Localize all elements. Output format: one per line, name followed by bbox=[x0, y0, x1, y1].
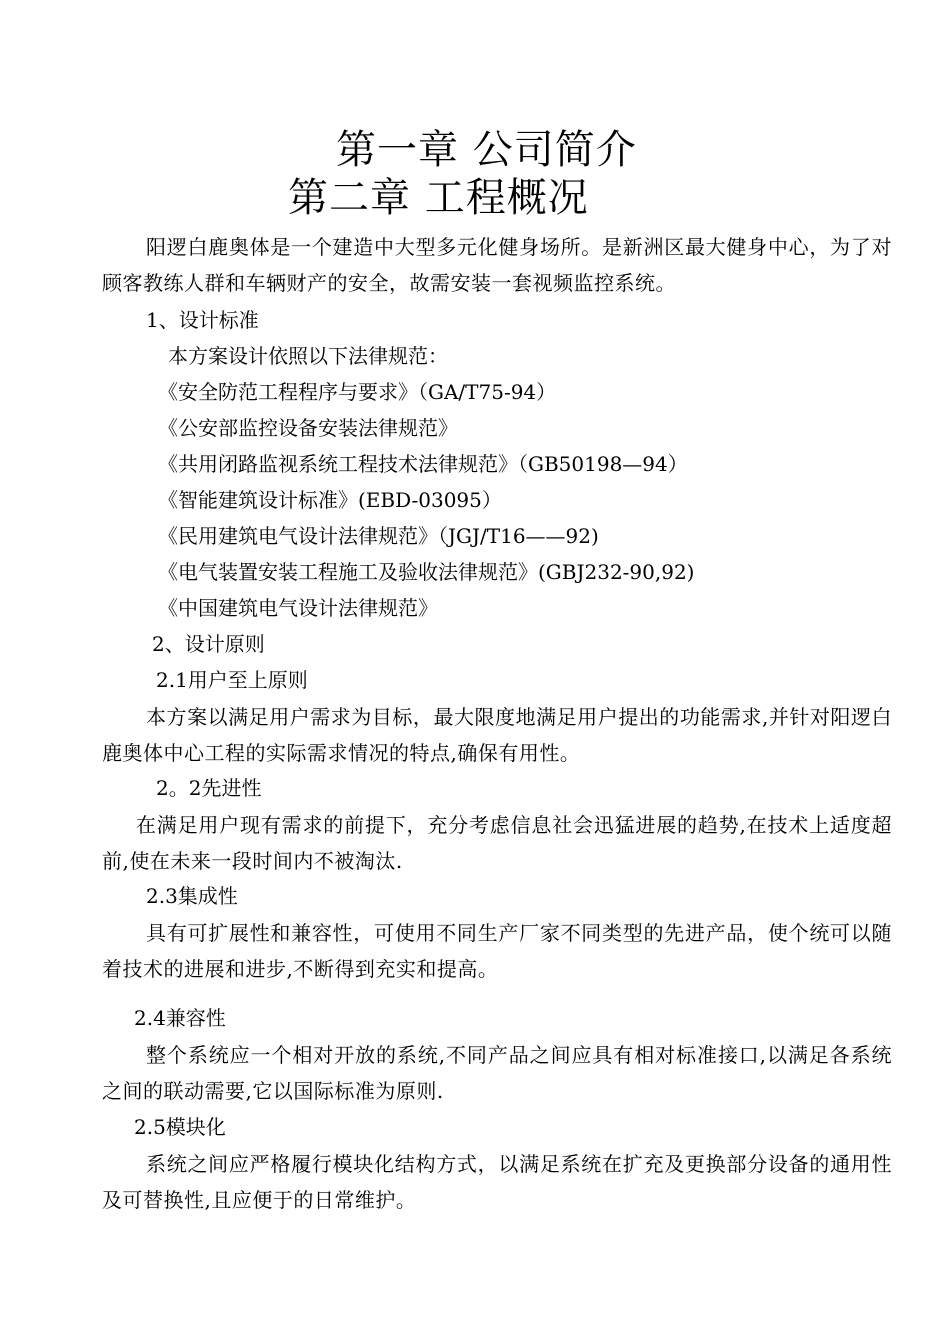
principle-body: 具有可扩展性和兼容性，可使用不同生产厂家不同类型的先进产品，使个统可以随着技术的进展和进步,不断得到充实和提高。 bbox=[102, 921, 892, 981]
standard-item: 《智能建筑设计标准》(EBD-03095） bbox=[158, 488, 502, 512]
principle-title: 2。2先进性 bbox=[156, 776, 262, 800]
standard-item: 《中国建筑电气设计法律规范》 bbox=[158, 596, 438, 620]
chapter-2-title: 第二章 工程概况 bbox=[288, 175, 589, 221]
standards-lead: 本方案设计依照以下法律规范： bbox=[168, 344, 448, 368]
standard-item: 《电气装置安装工程施工及验收法律规范》(GBJ232-90,92) bbox=[158, 560, 695, 584]
standard-item: 《安全防范工程程序与要求》（GA/T75-94） bbox=[158, 380, 557, 404]
principle-body: 系统之间应严格履行模块化结构方式，以满足系统在扩充及更换部分设备的通用性及可替换性,且应便于的日常维护。 bbox=[102, 1152, 892, 1212]
section-2-heading: 2、设计原则 bbox=[152, 632, 265, 656]
section-1-heading: 1、设计标准 bbox=[146, 308, 259, 332]
principle-title: 2.5模块化 bbox=[134, 1115, 226, 1139]
principle-title: 2.1用户至上原则 bbox=[156, 668, 308, 692]
standard-item: 《公安部监控设备安装法律规范》 bbox=[158, 416, 458, 440]
standard-item: 《共用闭路监视系统工程技术法律规范》（GB50198—94） bbox=[158, 452, 688, 476]
principle-body: 在满足用户现有需求的前提下，充分考虑信息社会迅猛进展的趋势,在技术上适度超前,使在未来一段时间内不被淘汰. bbox=[102, 813, 892, 873]
standard-item: 《民用建筑电气设计法律规范》（JGJ/T16——92) bbox=[158, 524, 599, 548]
principle-title: 2.3集成性 bbox=[146, 884, 238, 908]
principle-body: 本方案以满足用户需求为目标，最大限度地满足用户提出的功能需求,并针对阳逻白鹿奥体中心工程的实际需求情况的特点,确保有用性。 bbox=[102, 705, 892, 765]
principle-body: 整个系统应一个相对开放的系统,不同产品之间应具有相对标准接口,以满足各系统之间的联动需要,它以国际标准为原则. bbox=[102, 1043, 892, 1103]
intro-paragraph: 阳逻白鹿奥体是一个建造中大型多元化健身场所。是新洲区最大健身中心，为了对顾客教练人群和车辆财产的安全，故需安装一套视频监控系统。 bbox=[102, 235, 892, 295]
principle-title: 2.4兼容性 bbox=[134, 1006, 226, 1030]
chapter-1-title: 第一章 公司简介 bbox=[336, 127, 637, 173]
